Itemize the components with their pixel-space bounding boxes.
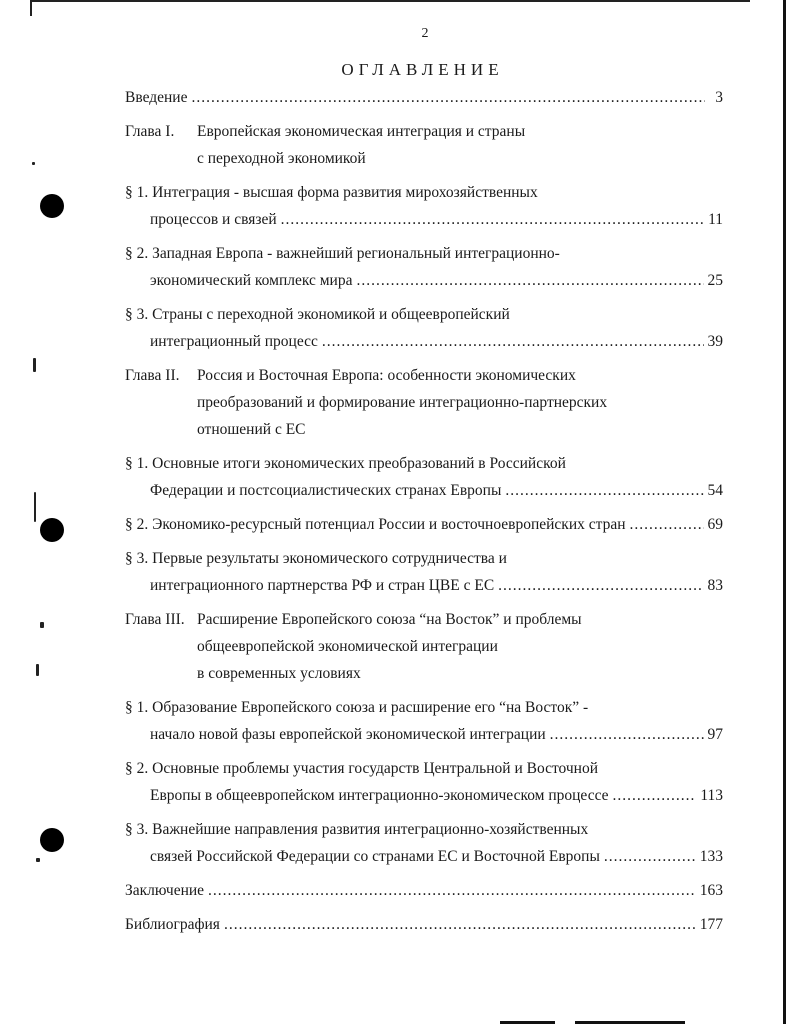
chapter-title-line: с переходной экономикой (197, 150, 366, 167)
dot-leader (505, 477, 703, 504)
toc-entry-conclusion (125, 877, 723, 904)
toc-section-continuation (125, 721, 723, 748)
section-title-line: Европы в общеевропейском интеграционно-экономическом процессе (150, 787, 609, 804)
scan-speck (40, 622, 44, 628)
dot-leader (208, 877, 696, 904)
section-title-line: § 2. Западная Европа - важнейший региональный интеграционно- (125, 245, 560, 262)
toc-chapter-1 (125, 118, 723, 145)
chapter-title-line: в современных условиях (197, 665, 361, 682)
toc-page-number: 25 (707, 272, 723, 289)
dot-leader (224, 911, 696, 938)
scan-speck (36, 858, 40, 862)
toc-section (125, 755, 723, 782)
toc-section-continuation (125, 328, 723, 355)
toc-page-number: 83 (707, 577, 723, 594)
dot-leader (356, 267, 703, 294)
chapter-title-line: Россия и Восточная Европа: особенности экономических (197, 367, 576, 384)
toc-page-number: 11 (708, 211, 723, 228)
toc-section-continuation (125, 206, 723, 233)
scan-edge-top (30, 0, 750, 2)
section-title-line: § 3. Страны с переходной экономикой и общеевропейский (125, 306, 510, 323)
toc-section (125, 450, 723, 477)
scan-speck (32, 162, 35, 165)
toc-section-continuation (125, 843, 723, 870)
scan-speck (33, 358, 36, 372)
section-title-line: экономический комплекс мира (150, 272, 353, 289)
chapter-label: Глава I. (125, 123, 175, 140)
scan-speck (36, 664, 39, 676)
punch-hole-2 (40, 518, 64, 542)
toc-page-number: 97 (707, 726, 723, 743)
toc-section (125, 545, 723, 572)
section-title-line: связей Российской Федерации со странами ЕС и Восточной Европы (150, 848, 600, 865)
toc-page-number: 39 (707, 333, 723, 350)
toc-page-number: 113 (700, 787, 723, 804)
toc-entry-label: Введение (125, 89, 188, 106)
section-title-line: § 3. Важнейшие направления развития интеграционно-хозяйственных (125, 821, 589, 838)
toc-chapter-3 (125, 606, 723, 633)
toc-section (125, 511, 723, 538)
toc-entry-bibliography (125, 911, 723, 938)
chapter-title-line: общеевропейской экономической интеграции (197, 638, 498, 655)
page-number: 2 (421, 26, 429, 41)
scan-edge-right (783, 0, 786, 1024)
dot-leader (498, 572, 703, 599)
section-title-line: начало новой фазы европейской экономической интеграции (150, 726, 546, 743)
toc-page-number: 3 (715, 89, 723, 106)
section-title-line: § 2. Экономико-ресурсный потенциал России и восточноевропейских стран (125, 516, 626, 533)
toc-entry-introduction (125, 84, 723, 111)
section-title-line: § 1. Интеграция - высшая форма развития мирохозяйственных (125, 184, 538, 201)
section-title-line: интеграционного партнерства РФ и стран ЦВЕ с ЕС (150, 577, 495, 594)
dot-leader (630, 511, 704, 538)
scan-speck (34, 492, 36, 522)
toc-page-number: 54 (707, 482, 723, 499)
dot-leader (613, 782, 697, 809)
chapter-label: Глава III. (125, 611, 185, 628)
table-of-contents (125, 84, 723, 938)
section-title-line: процессов и связей (150, 211, 277, 228)
chapter-title-line: преобразований и формирование интеграционно-партнерских (197, 394, 608, 411)
scan-edge-tick (30, 0, 32, 16)
toc-section-continuation (125, 267, 723, 294)
toc-section (125, 240, 723, 267)
dot-leader (191, 84, 705, 111)
section-title-line: § 3. Первые результаты экономического сотрудничества и (125, 550, 507, 567)
toc-entry-label: Библиография (125, 916, 220, 933)
toc-section (125, 179, 723, 206)
toc-section-continuation (125, 477, 723, 504)
toc-section-continuation (125, 572, 723, 599)
chapter-title-line: Европейская экономическая интеграция и страны (197, 123, 526, 140)
toc-page-number: 69 (707, 516, 723, 533)
toc-section-continuation (125, 782, 723, 809)
chapter-title-line: отношений с ЕС (197, 421, 306, 438)
dot-leader (550, 721, 704, 748)
toc-section (125, 816, 723, 843)
toc-page-number: 163 (699, 882, 723, 899)
page-title: ОГЛАВЛЕНИЕ (341, 60, 504, 79)
section-title-line: Федерации и постсоциалистических странах Европы (150, 482, 502, 499)
toc-section (125, 301, 723, 328)
toc-entry-label: Заключение (125, 882, 205, 899)
chapter-title-line: Расширение Европейского союза “на Восток” и проблемы (197, 611, 582, 628)
dot-leader (604, 843, 696, 870)
toc-section (125, 694, 723, 721)
punch-hole-1 (40, 194, 64, 218)
punch-hole-3 (40, 828, 64, 852)
section-title-line: § 1. Образование Европейского союза и расширение его “на Восток” - (125, 699, 589, 716)
toc-page-number: 133 (699, 848, 723, 865)
dot-leader (322, 328, 704, 355)
toc-chapter-2 (125, 362, 723, 389)
section-title-line: интеграционный процесс (150, 333, 318, 350)
dot-leader (281, 206, 704, 233)
section-title-line: § 2. Основные проблемы участия государств Центральной и Восточной (125, 760, 599, 777)
toc-page-number: 177 (699, 916, 723, 933)
chapter-label: Глава II. (125, 367, 180, 384)
section-title-line: § 1. Основные итоги экономических преобразований в Российской (125, 455, 566, 472)
